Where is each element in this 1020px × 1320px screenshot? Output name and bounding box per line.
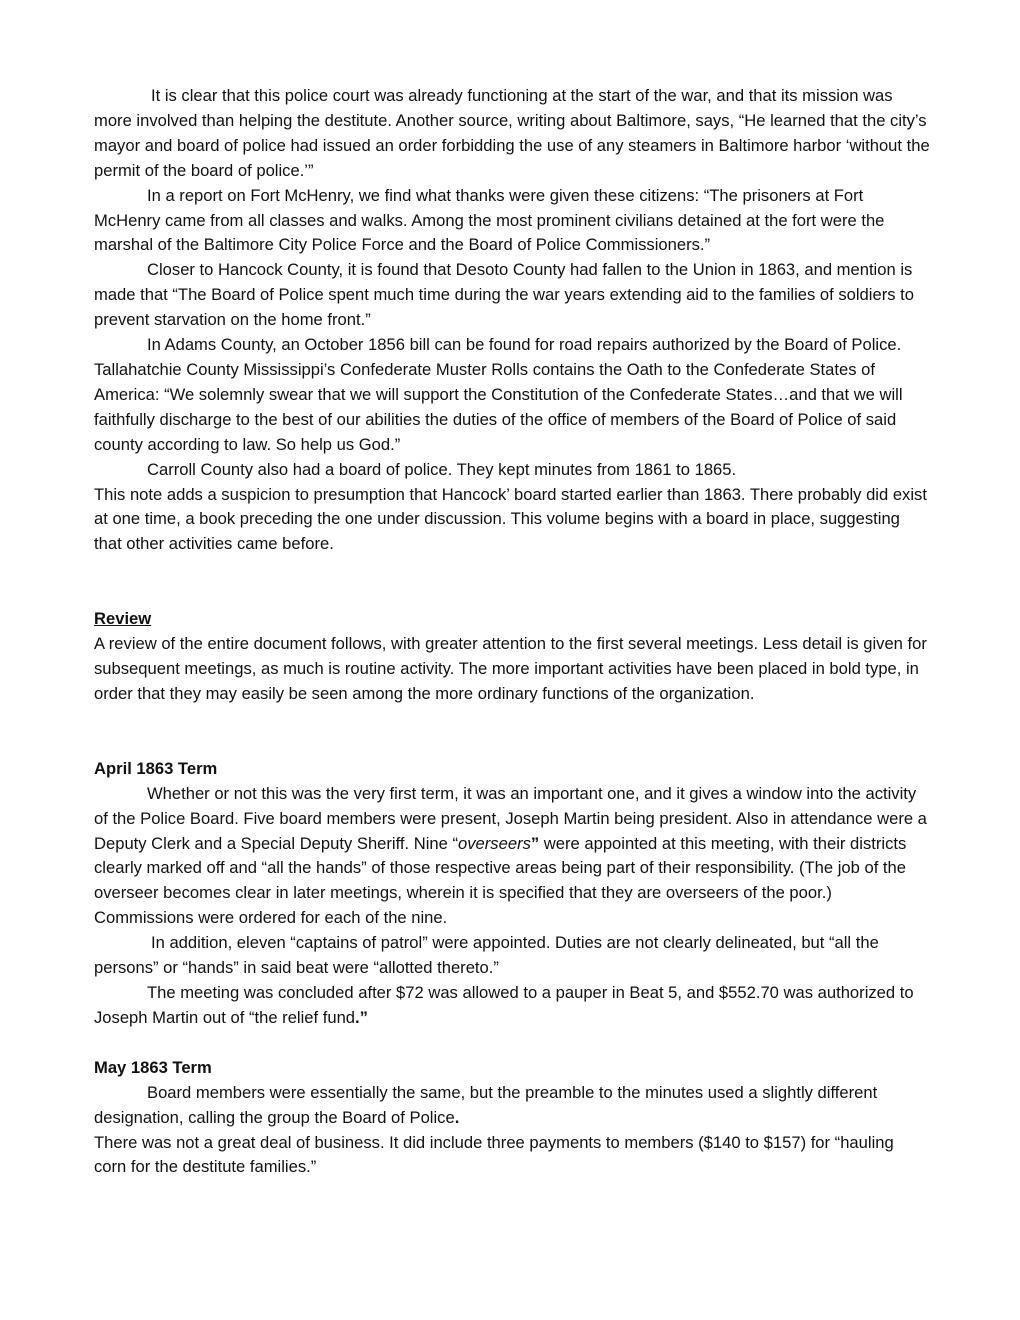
intro-paragraph-1: It is clear that this police court was already functioning at the start of the war, and that its mission was more involved than helping the destitute. Another source, writing about Baltimore, says, “He learned that the city’s mayor and board of police had issued an order forbidding the use of any steamers in Baltimore harbor ‘without the permit of the board of police.’” bbox=[94, 86, 930, 180]
april-p1-text-b: were appointed at this meeting, with their districts clearly marked off and “all the hands” of those respective areas being part of their responsibility. (The job of the overseer becomes clear in later meetings, wherein it is specified that they are overseers of the poor.) Commissions were ordered for each of the nine. bbox=[94, 833, 907, 928]
intro-paragraph-4: In Adams County, an October 1856 bill can be found for road repairs authorized by the Board of Police. Tallahatchie County Mississippi’s Confederate Muster Rolls contains the Oath to the Confederate States of America: “We solemnly swear that we will support the Constitution of the Confederate States…and that we will faithfully discharge to the best of our abilities the duties of the office of members of the Board of Police of said county according to law. So help us God.” bbox=[94, 335, 903, 454]
intro-paragraph-6: This note adds a suspicion to presumption that Hancock’ board started earlier than 1863. There probably did exist at one time, a book preceding the one under discussion. This volume begins with a board in place, suggesting that other activities came before. bbox=[94, 484, 927, 554]
april-p3-end: .” bbox=[355, 1007, 368, 1027]
spacer bbox=[94, 557, 930, 607]
may-paragraph-1 bbox=[94, 1081, 930, 1131]
intro-paragraph-5: Carroll County also had a board of police. They kept minutes from 1861 to 1865. bbox=[147, 459, 737, 479]
april-paragraph-2: In addition, eleven “captains of patrol” were appointed. Duties are not clearly delineated, but “all the persons” or “hands” in said beat were “allotted thereto.” bbox=[94, 933, 879, 978]
intro-paragraph-3: Closer to Hancock County, it is found that Desoto County had fallen to the Union in 1863, and mention is made that “The Board of Police spent much time during the war years extending aid to the families of soldiers to prevent starvation on the home front.” bbox=[94, 260, 914, 330]
may-paragraph-2: There was not a great deal of business. It did include three payments to members ($140 to $157) for “hauling corn for the destitute families.” bbox=[94, 1132, 894, 1177]
may-p1-text: Board members were essentially the same, but the preamble to the minutes used a slightly different designation, calling the group the Board of Police bbox=[94, 1082, 878, 1127]
document-page bbox=[94, 84, 930, 1180]
intro-paragraph-2: In a report on Fort McHenry, we find what thanks were given these citizens: “The prisoners at Fort McHenry came from all classes and walks. Among the most prominent civilians detained at the fort were the marshal of the Baltimore City Police Force and the Board of Police Commissioners.” bbox=[94, 185, 885, 255]
may-p1-end: . bbox=[454, 1107, 460, 1127]
spacer bbox=[94, 707, 930, 757]
april-p1-quote: ” bbox=[530, 833, 540, 853]
april-paragraph-3 bbox=[94, 981, 930, 1031]
spacer bbox=[94, 1031, 930, 1056]
april-p1-overseers: overseers bbox=[458, 833, 531, 853]
april-paragraph-1 bbox=[94, 782, 930, 931]
april-p3-text: The meeting was concluded after $72 was allowed to a pauper in Beat 5, and $552.70 was authorized to Joseph Martin out of “the relief fund bbox=[94, 983, 914, 1027]
review-heading: Review bbox=[94, 609, 152, 629]
review-paragraph: A review of the entire document follows, with greater attention to the first several meetings. Less detail is given for subsequent meetings, as much is routine activity. The more important activities have been placed in bold type, in order that they may easily be seen among the more ordinary functions of the organization. bbox=[94, 634, 927, 703]
april-heading: April 1863 Term bbox=[94, 758, 218, 778]
april-p1-text-a: Whether or not this was the very first term, it was an important one, and it gives a window into the activity of the Police Board. Five board members were present, Joseph Martin being president. Also in attendance were a Deputy Clerk and a Special Deputy Sheriff. Nine “ bbox=[94, 783, 927, 853]
may-heading: May 1863 Term bbox=[94, 1057, 212, 1077]
